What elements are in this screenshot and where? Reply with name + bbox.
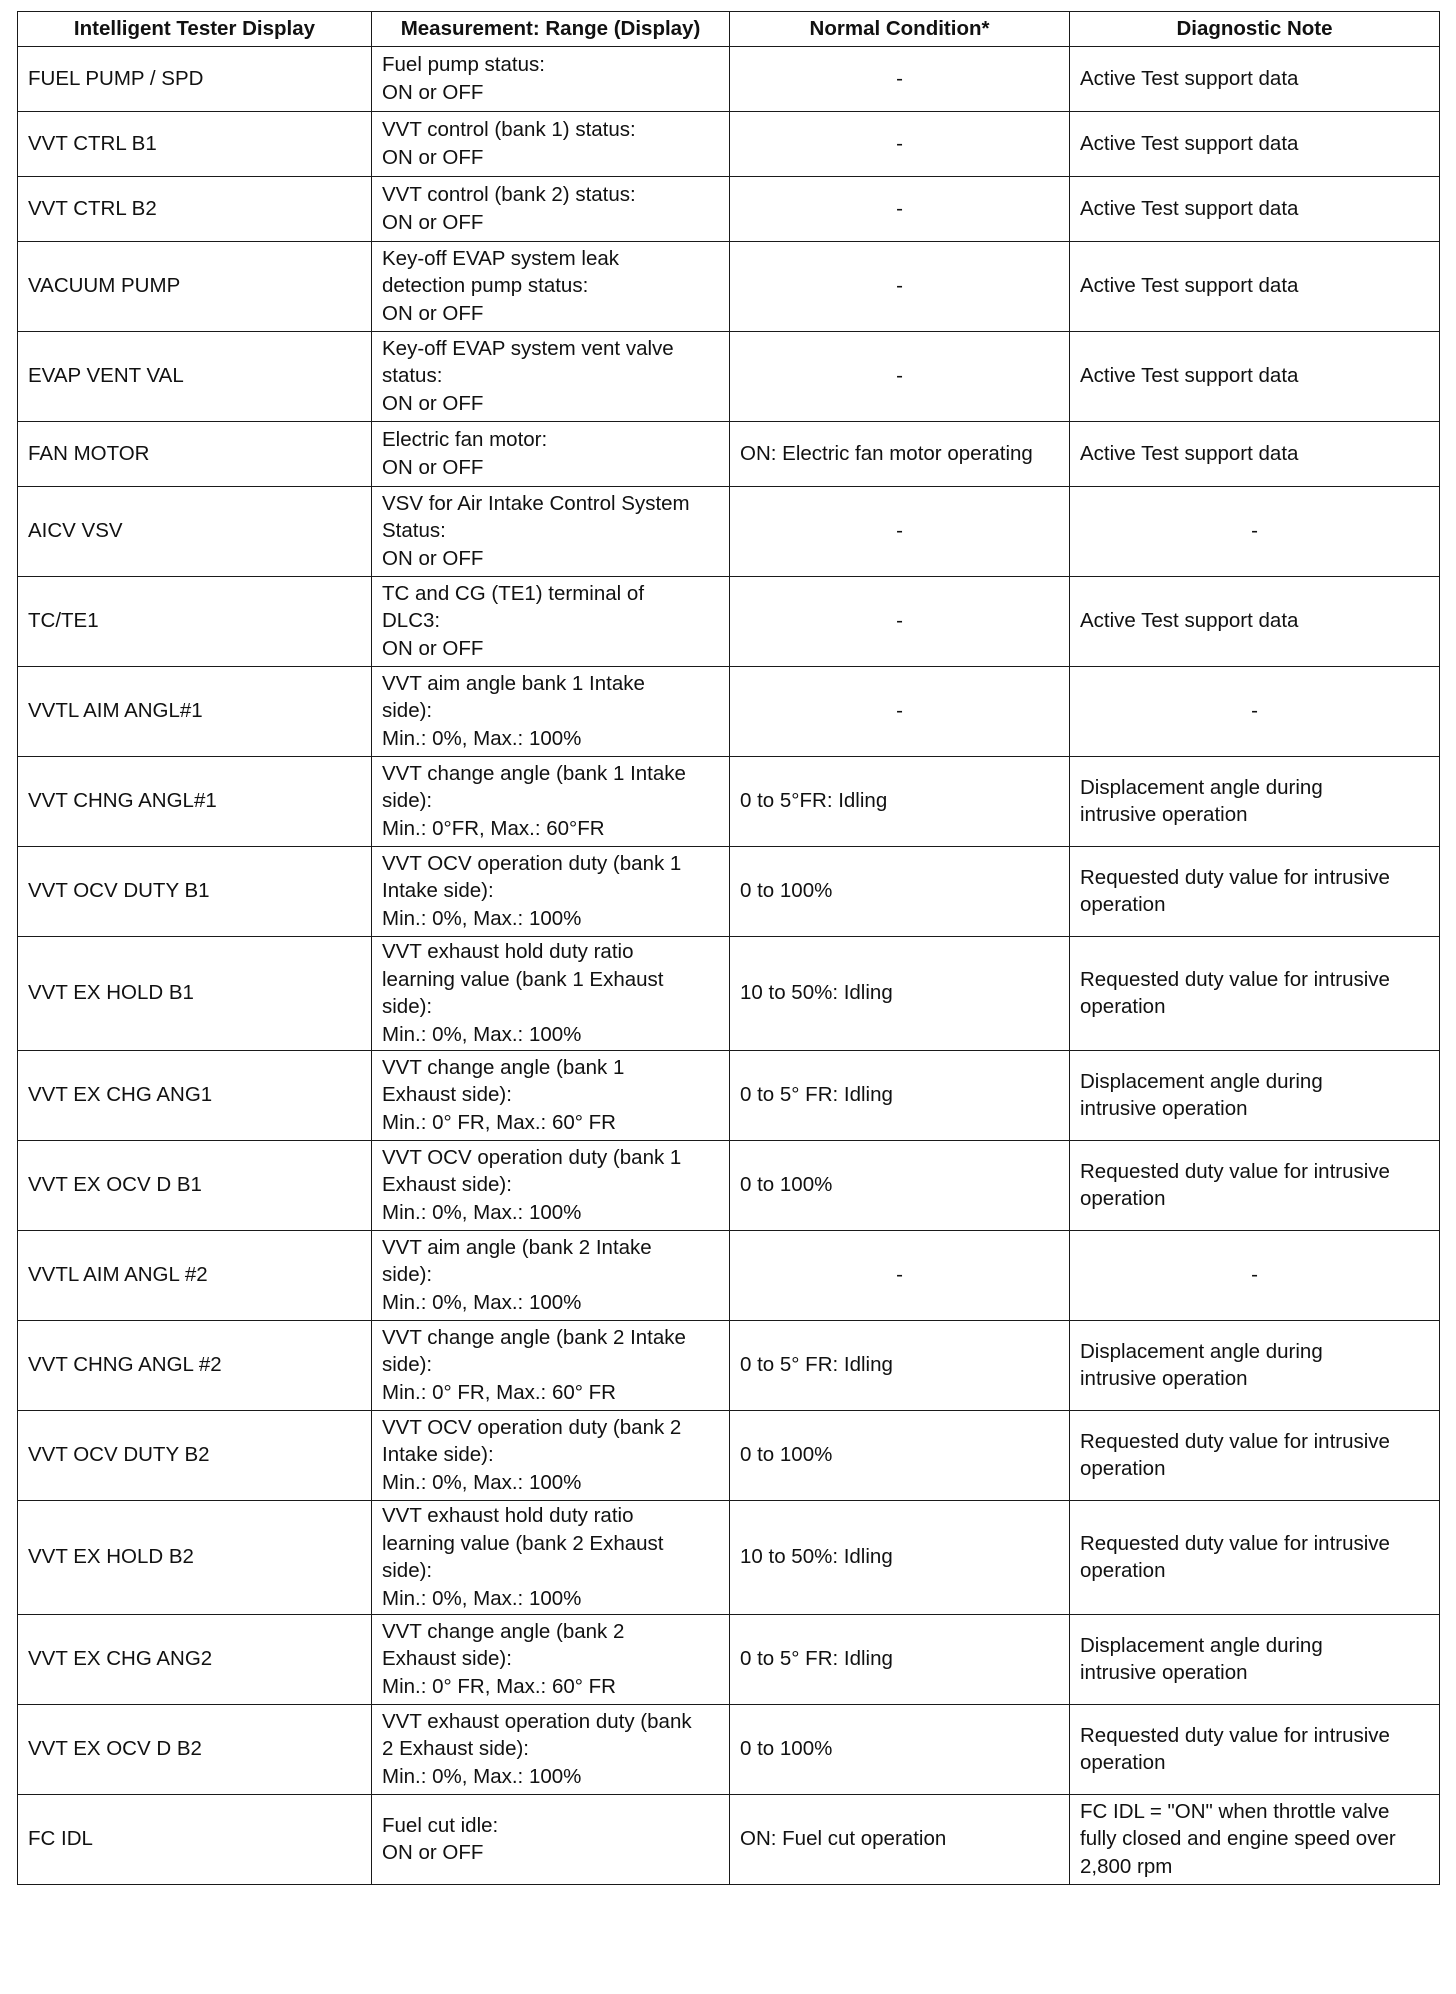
tester-display-cell: FAN MOTOR	[18, 422, 372, 487]
tester-display-cell: VVT EX HOLD B1	[18, 937, 372, 1051]
diagnostic-note-cell: Requested duty value for intrusive operation	[1070, 1141, 1440, 1231]
measurement-range-cell: VVT change angle (bank 1 Intake side): Min.: 0°FR, Max.: 60°FR	[372, 757, 730, 847]
normal-condition-cell: -	[730, 577, 1070, 667]
diagnostic-note-cell: Requested duty value for intrusive operation	[1070, 937, 1440, 1051]
normal-condition-cell: 0 to 100%	[730, 1411, 1070, 1501]
diagnostic-note-cell: Active Test support data	[1070, 47, 1440, 112]
tester-display-cell: VVT EX CHG ANG1	[18, 1051, 372, 1141]
measurement-range-cell: VVT change angle (bank 2 Exhaust side): Min.: 0° FR, Max.: 60° FR	[372, 1615, 730, 1705]
table-row	[18, 1501, 1440, 1615]
diagnostic-note-cell: Active Test support data	[1070, 242, 1440, 332]
table-row	[18, 112, 1440, 177]
diagnostic-note-cell: Active Test support data	[1070, 332, 1440, 422]
tester-display-cell: VVT EX OCV D B2	[18, 1705, 372, 1795]
tester-display-cell: FC IDL	[18, 1795, 372, 1885]
normal-condition-cell: -	[730, 47, 1070, 112]
diagnostic-note-cell: Displacement angle during intrusive operation	[1070, 1321, 1440, 1411]
normal-condition-cell: 0 to 5°FR: Idling	[730, 757, 1070, 847]
table-header-row	[18, 12, 1440, 47]
measurement-range-cell: Key-off EVAP system vent valve status: ON or OFF	[372, 332, 730, 422]
table-row	[18, 937, 1440, 1051]
measurement-range-cell: Fuel cut idle: ON or OFF	[372, 1795, 730, 1885]
diagnostic-note-cell: FC IDL = "ON" when throttle valve fully closed and engine speed over 2,800 rpm	[1070, 1795, 1440, 1885]
table-row	[18, 487, 1440, 577]
measurement-range-cell: VVT OCV operation duty (bank 1 Exhaust side): Min.: 0%, Max.: 100%	[372, 1141, 730, 1231]
table-body	[18, 47, 1440, 1885]
table-row	[18, 1231, 1440, 1321]
measurement-range-cell: Electric fan motor: ON or OFF	[372, 422, 730, 487]
tester-display-cell: VVT EX OCV D B1	[18, 1141, 372, 1231]
normal-condition-cell: ON: Fuel cut operation	[730, 1795, 1070, 1885]
diagnostic-note-cell: Active Test support data	[1070, 577, 1440, 667]
normal-condition-cell: 0 to 100%	[730, 1705, 1070, 1795]
tester-display-cell: VVTL AIM ANGL #2	[18, 1231, 372, 1321]
diagnostic-note-cell: Requested duty value for intrusive operation	[1070, 1501, 1440, 1615]
header-normal-condition: Normal Condition*	[730, 12, 1070, 47]
tester-display-cell: VVT OCV DUTY B2	[18, 1411, 372, 1501]
tester-display-cell: TC/TE1	[18, 577, 372, 667]
measurement-range-cell: VVT exhaust hold duty ratio learning value (bank 1 Exhaust side): Min.: 0%, Max.: 100%	[372, 937, 730, 1051]
diagnostic-note-cell: Displacement angle during intrusive operation	[1070, 757, 1440, 847]
table-row	[18, 757, 1440, 847]
diagnostic-note-cell: Displacement angle during intrusive operation	[1070, 1615, 1440, 1705]
table-row	[18, 1321, 1440, 1411]
normal-condition-cell: 10 to 50%: Idling	[730, 937, 1070, 1051]
normal-condition-cell: -	[730, 177, 1070, 242]
measurement-range-cell: Key-off EVAP system leak detection pump status: ON or OFF	[372, 242, 730, 332]
table-row	[18, 242, 1440, 332]
measurement-range-cell: VVT control (bank 1) status: ON or OFF	[372, 112, 730, 177]
diagnostic-note-cell: Requested duty value for intrusive operation	[1070, 1705, 1440, 1795]
diagnostic-note-cell: -	[1070, 487, 1440, 577]
header-tester-display: Intelligent Tester Display	[18, 12, 372, 47]
table-row	[18, 177, 1440, 242]
table-row	[18, 667, 1440, 757]
diagnostic-note-cell: -	[1070, 667, 1440, 757]
measurement-range-cell: VVT change angle (bank 1 Exhaust side): Min.: 0° FR, Max.: 60° FR	[372, 1051, 730, 1141]
data-table	[17, 11, 1440, 1885]
diagnostic-note-cell: Active Test support data	[1070, 177, 1440, 242]
normal-condition-cell: 10 to 50%: Idling	[730, 1501, 1070, 1615]
table-row	[18, 332, 1440, 422]
header-diagnostic-note: Diagnostic Note	[1070, 12, 1440, 47]
normal-condition-cell: 0 to 100%	[730, 1141, 1070, 1231]
measurement-range-cell: TC and CG (TE1) terminal of DLC3: ON or OFF	[372, 577, 730, 667]
table-row	[18, 1051, 1440, 1141]
diagnostic-note-cell: Requested duty value for intrusive operation	[1070, 847, 1440, 937]
normal-condition-cell: ON: Electric fan motor operating	[730, 422, 1070, 487]
measurement-range-cell: VVT OCV operation duty (bank 2 Intake side): Min.: 0%, Max.: 100%	[372, 1411, 730, 1501]
table-row	[18, 1141, 1440, 1231]
tester-display-cell: FUEL PUMP / SPD	[18, 47, 372, 112]
diagnostic-note-cell: -	[1070, 1231, 1440, 1321]
measurement-range-cell: VVT OCV operation duty (bank 1 Intake side): Min.: 0%, Max.: 100%	[372, 847, 730, 937]
normal-condition-cell: -	[730, 112, 1070, 177]
measurement-range-cell: VVT exhaust operation duty (bank 2 Exhaust side): Min.: 0%, Max.: 100%	[372, 1705, 730, 1795]
tester-display-cell: VVT OCV DUTY B1	[18, 847, 372, 937]
measurement-range-cell: VVT control (bank 2) status: ON or OFF	[372, 177, 730, 242]
header-measurement-range: Measurement: Range (Display)	[372, 12, 730, 47]
tester-display-cell: VVT EX HOLD B2	[18, 1501, 372, 1615]
table-row	[18, 422, 1440, 487]
measurement-range-cell: VSV for Air Intake Control System Status: ON or OFF	[372, 487, 730, 577]
tester-display-cell: VVT CHNG ANGL#1	[18, 757, 372, 847]
table-row	[18, 847, 1440, 937]
diagnostic-note-cell: Active Test support data	[1070, 112, 1440, 177]
normal-condition-cell: 0 to 100%	[730, 847, 1070, 937]
normal-condition-cell: -	[730, 242, 1070, 332]
normal-condition-cell: -	[730, 332, 1070, 422]
diagnostic-note-cell: Requested duty value for intrusive operation	[1070, 1411, 1440, 1501]
table-row	[18, 577, 1440, 667]
measurement-range-cell: VVT change angle (bank 2 Intake side): Min.: 0° FR, Max.: 60° FR	[372, 1321, 730, 1411]
table-row	[18, 1795, 1440, 1885]
normal-condition-cell: 0 to 5° FR: Idling	[730, 1615, 1070, 1705]
normal-condition-cell: 0 to 5° FR: Idling	[730, 1051, 1070, 1141]
diagnostic-note-cell: Active Test support data	[1070, 422, 1440, 487]
tester-display-cell: AICV VSV	[18, 487, 372, 577]
normal-condition-cell: -	[730, 1231, 1070, 1321]
normal-condition-cell: -	[730, 487, 1070, 577]
measurement-range-cell: Fuel pump status: ON or OFF	[372, 47, 730, 112]
table-row	[18, 1615, 1440, 1705]
measurement-range-cell: VVT exhaust hold duty ratio learning value (bank 2 Exhaust side): Min.: 0%, Max.: 100%	[372, 1501, 730, 1615]
tester-display-cell: VVT CTRL B1	[18, 112, 372, 177]
measurement-range-cell: VVT aim angle bank 1 Intake side): Min.: 0%, Max.: 100%	[372, 667, 730, 757]
tester-display-cell: VVT EX CHG ANG2	[18, 1615, 372, 1705]
tester-display-cell: VVT CTRL B2	[18, 177, 372, 242]
table-row	[18, 1411, 1440, 1501]
tester-display-cell: EVAP VENT VAL	[18, 332, 372, 422]
measurement-range-cell: VVT aim angle (bank 2 Intake side): Min.: 0%, Max.: 100%	[372, 1231, 730, 1321]
tester-display-cell: VVT CHNG ANGL #2	[18, 1321, 372, 1411]
table-row	[18, 47, 1440, 112]
tester-display-cell: VVTL AIM ANGL#1	[18, 667, 372, 757]
table-row	[18, 1705, 1440, 1795]
normal-condition-cell: 0 to 5° FR: Idling	[730, 1321, 1070, 1411]
diagnostic-note-cell: Displacement angle during intrusive operation	[1070, 1051, 1440, 1141]
tester-display-cell: VACUUM PUMP	[18, 242, 372, 332]
normal-condition-cell: -	[730, 667, 1070, 757]
